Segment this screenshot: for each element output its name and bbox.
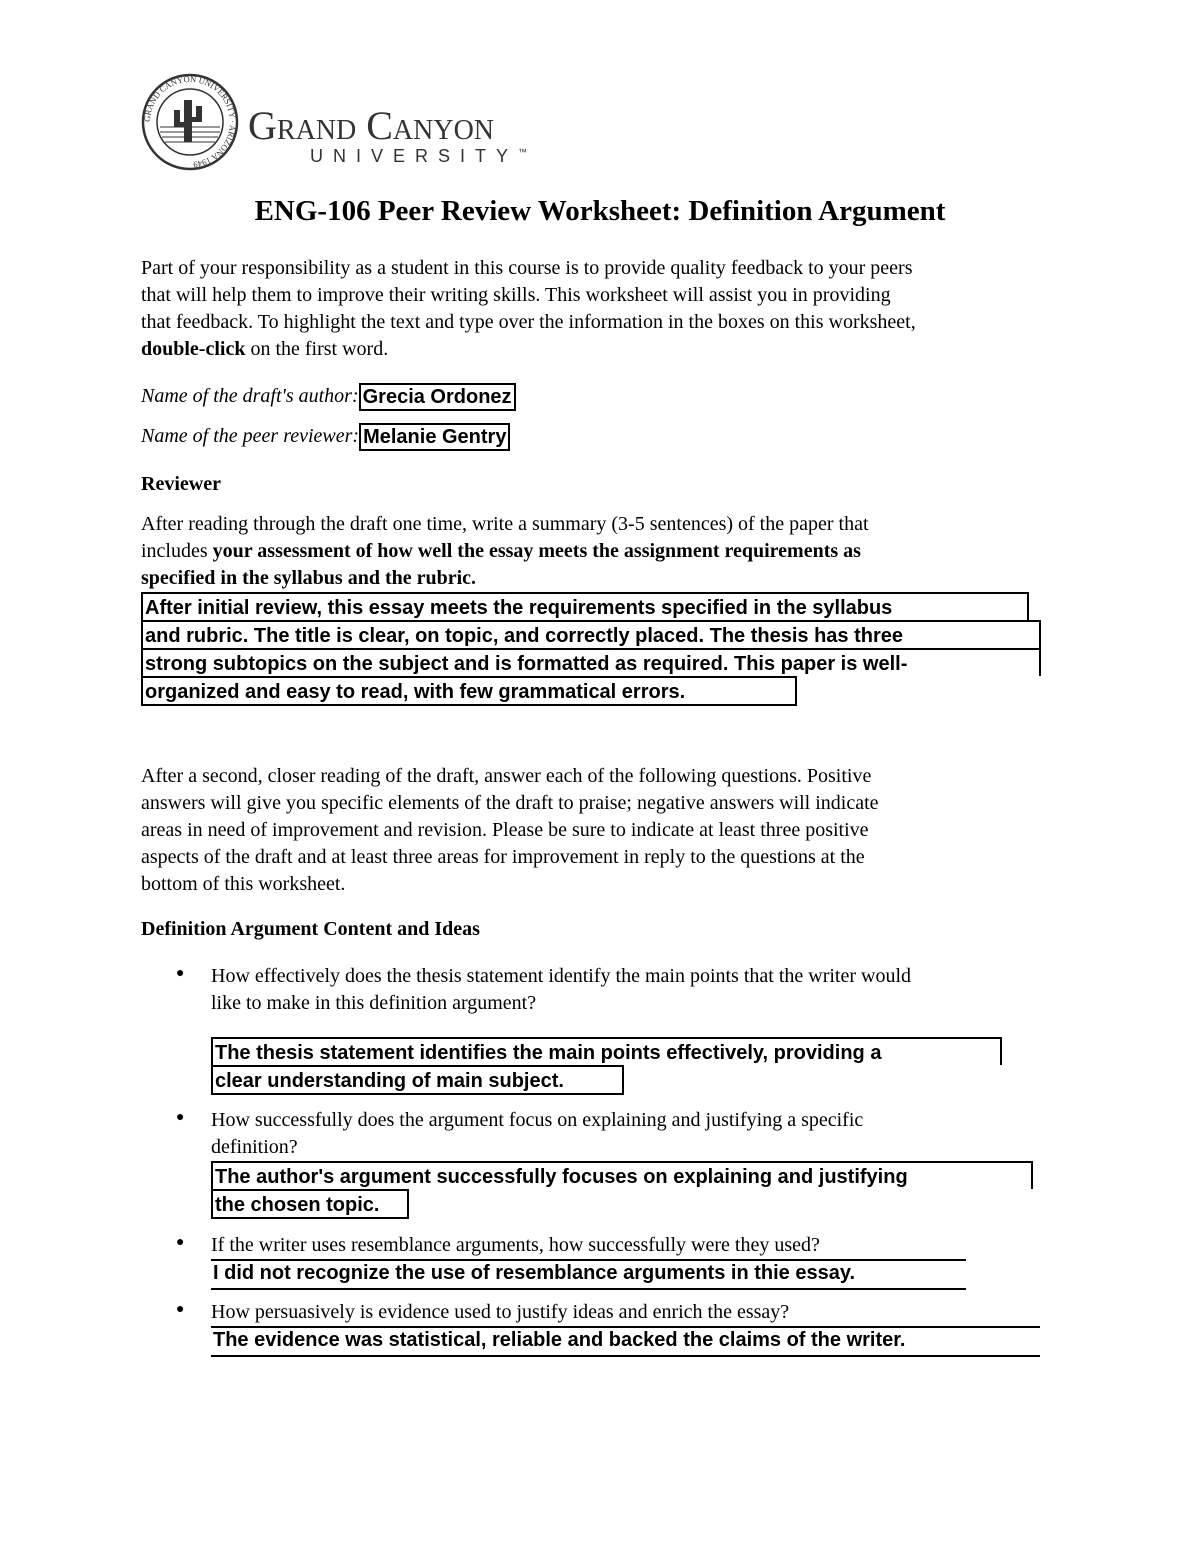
bullet-icon: ● bbox=[176, 1235, 185, 1250]
reviewer-field[interactable]: Melanie Gentry bbox=[359, 423, 510, 451]
reviewer-row bbox=[141, 423, 1061, 451]
question-1: How effectively does the thesis statement identify the main points that the writer would like to make in this definition argument? bbox=[211, 965, 912, 1014]
content-ideas-heading: Definition Argument Content and Ideas bbox=[141, 918, 480, 940]
question-3: If the writer uses resemblance arguments, how successfully were they used? bbox=[211, 1232, 966, 1261]
page-title: ENG-106 Peer Review Worksheet: Definition Argument bbox=[254, 195, 946, 227]
author-row bbox=[141, 383, 1061, 411]
reviewer-heading: Reviewer bbox=[141, 473, 221, 495]
second-reading-paragraph: After a second, closer reading of the draft, answer each of the following questions. Positive answers will give you specific elements of the draft to praise; negative answers will indicate areas in need of improvement and revision. Please be sure to indicate at least three positive aspects of the draft and at least three areas for improvement in reply to the questions at the bottom of this worksheet. bbox=[141, 765, 879, 895]
answer-1-field[interactable]: The thesis statement identifies the main points effectively, providing a clear understanding of main subject. bbox=[211, 1037, 1002, 1095]
logo-name-line1: Grand Canyon bbox=[248, 103, 495, 148]
logo-name-line2: UNIVERSITY™ bbox=[310, 146, 528, 166]
bullet-icon: ● bbox=[176, 1110, 185, 1125]
author-label: Name of the draft's author: bbox=[141, 385, 359, 407]
answer-3-field[interactable]: I did not recognize the use of resemblance arguments in thie essay. bbox=[211, 1259, 966, 1290]
bullet-icon: ● bbox=[176, 966, 185, 981]
author-field[interactable]: Grecia Ordonez bbox=[359, 383, 516, 411]
reviewer-label: Name of the peer reviewer: bbox=[141, 425, 360, 447]
question-4: How persuasively is evidence used to justify ideas and enrich the essay? bbox=[211, 1299, 1040, 1328]
intro-paragraph: Part of your responsibility as a student in this course is to provide quality feedback to your peers that will help them to improve their writing skills. This worksheet will assist you in providing that feedback. To highlight the text and type over the information in the boxes on this worksheet, double-click on the first word. bbox=[141, 257, 916, 360]
cactus-seal-icon bbox=[140, 72, 240, 172]
question-2: How successfully does the argument focus on explaining and justifying a specific definition? bbox=[211, 1109, 864, 1158]
answer-4-field[interactable]: The evidence was statistical, reliable and backed the claims of the writer. bbox=[211, 1326, 1040, 1357]
bullet-icon: ● bbox=[176, 1302, 185, 1317]
reviewer-prompt: After reading through the draft one time, write a summary (3-5 sentences) of the paper that includes your assessment of how well the essay meets the assignment requirements as specified in the syllabus and the rubric. bbox=[141, 513, 869, 589]
summary-answer-field[interactable]: After initial review, this essay meets the requirements specified in the syllabus and rubric. The title is clear, on topic, and correctly placed. The thesis has three strong subtopics on the subject and is formatted as required. This paper is well- organized and easy to read, with few grammatical errors. bbox=[141, 592, 1041, 706]
answer-2-field[interactable]: The author's argument successfully focuses on explaining and justifying the chosen topic. bbox=[211, 1161, 1033, 1219]
svg-text:GRAND CANYON UNIVERSITY · ARIZ: GRAND CANYON UNIVERSITY · ARIZONA 1949 bbox=[141, 73, 239, 170]
university-logo bbox=[140, 72, 580, 172]
